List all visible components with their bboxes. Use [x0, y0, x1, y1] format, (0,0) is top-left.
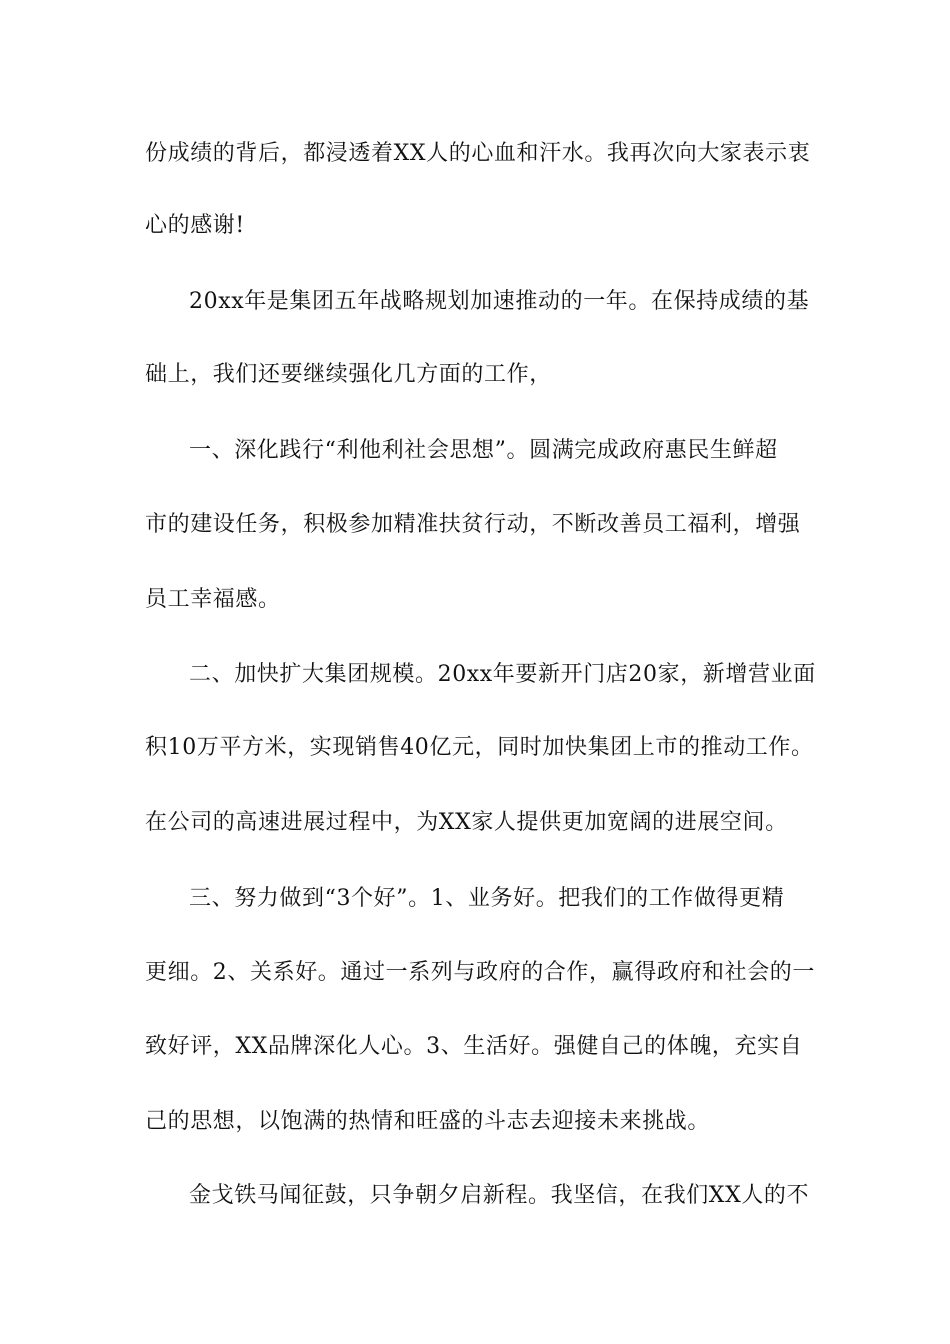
text-line: 份成绩的背后，都浸透着XX人的心血和汗水。我再次向大家表示衷: [145, 141, 811, 166]
paragraph-first-line: 20xx年是集团五年战略规划加速推动的一年。在保持成绩的基: [189, 289, 810, 314]
paragraph-first-line: 一、深化践行“利他利社会思想”。圆满完成政府惠民生鲜超: [189, 438, 778, 463]
text-line: 员工幸福感。: [145, 587, 281, 612]
text-line: 致好评，XX品牌深化人心。3、生活好。强健自己的体魄，充实自: [145, 1034, 803, 1059]
text-line: 市的建设任务，积极参加精准扶贫行动，不断改善员工福利，增强: [145, 512, 801, 537]
text-line: 础上，我们还要继续强化几方面的工作，: [145, 362, 552, 387]
text-line: 更细。2、关系好。通过一系列与政府的合作，赢得政府和社会的一: [145, 960, 815, 985]
text-line: 心的感谢!: [145, 213, 245, 238]
text-line: 在公司的高速进展过程中，为XX家人提供更加宽阔的进展空间。: [145, 810, 788, 835]
text-line: 己的思想，以饱满的热情和旺盛的斗志去迎接未来挑战。: [145, 1109, 711, 1134]
paragraph-first-line: 二、加快扩大集团规模。20xx年要新开门店20家，新增营业面: [189, 662, 816, 687]
paragraph-first-line: 三、努力做到“3个好”。1、业务好。把我们的工作做得更精: [189, 886, 785, 911]
paragraph-first-line: 金戈铁马闻征鼓，只争朝夕启新程。我坚信，在我们XX人的不: [189, 1183, 810, 1208]
text-line: 积10万平方米，实现销售40亿元，同时加快集团上市的推动工作。: [145, 735, 814, 760]
